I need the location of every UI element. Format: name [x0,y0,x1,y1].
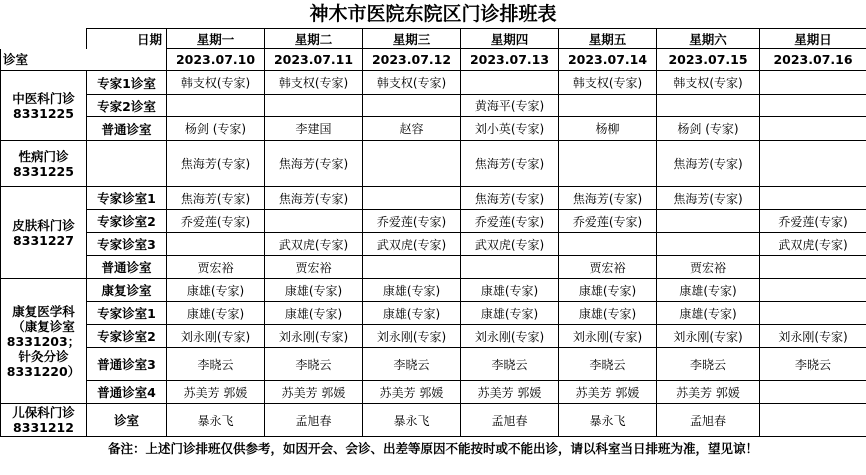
doctor-cell [167,233,265,256]
doctor-cell: 孟旭春 [461,404,559,437]
department-phone: 8331225 [13,163,74,179]
schedule-table [0,28,866,437]
doctor-cell [363,141,461,187]
schedule-row [1,187,866,210]
room-name: 专家诊室1 [87,302,167,325]
doctor-cell: 乔爱莲(专家) [167,210,265,233]
doctor-cell: 刘永刚(专家) [363,325,461,348]
schedule-row [1,279,866,302]
day-name-tue: 星期二 [265,29,363,49]
doctor-cell: 苏美芳 郭媛 [265,381,363,404]
doctor-cell: 乔爱莲(专家) [559,210,657,233]
doctor-cell: 乔爱莲(专家) [760,210,866,233]
department-name: 性病门诊 [18,148,69,164]
day-name-thu: 星期四 [461,29,559,49]
schedule-note: 备注：上述门诊排班仅供参考，如因开会、会诊、出差等原因不能按时或不能出诊，请以科室当日排班为准，望见谅！ [107,441,758,456]
doctor-cell [461,256,559,279]
department-cell [1,404,87,437]
department-cell [1,71,87,141]
doctor-cell: 乔爱莲(专家) [461,210,559,233]
room-name: 诊室 [87,404,167,437]
doctor-cell [760,279,866,302]
doctor-cell: 暴永飞 [559,404,657,437]
doctor-cell: 李晓云 [760,348,866,381]
doctor-cell: 武双虎(专家) [363,233,461,256]
doctor-cell: 李晓云 [363,348,461,381]
room-name: 专家诊室3 [87,233,167,256]
doctor-cell: 康雄(专家) [167,302,265,325]
department-name: 皮肤科门诊 [12,217,75,233]
doctor-cell: 焦海芳(专家) [265,187,363,210]
schedule-row [1,210,866,233]
clinic-label: 诊室 [1,49,87,71]
doctor-cell: 韩支权(专家) [657,71,760,95]
doctor-cell: 武双虎(专家) [461,233,559,256]
doctor-cell: 刘永刚(专家) [265,325,363,348]
doctor-cell: 杨柳 [559,117,657,141]
doctor-cell [363,187,461,210]
schedule-title: 神木市医院东院区门诊排班表 [309,3,557,25]
doctor-cell [363,256,461,279]
doctor-cell: 康雄(专家) [265,279,363,302]
doctor-cell: 苏美芳 郭媛 [559,381,657,404]
doctor-cell: 焦海芳(专家) [167,141,265,187]
doctor-cell: 苏美芳 郭媛 [657,381,760,404]
doctor-cell: 黄海平(专家) [461,95,559,117]
doctor-cell: 刘永刚(专家) [760,325,866,348]
room-name: 专家2诊室 [87,95,167,117]
doctor-cell: 孟旭春 [657,404,760,437]
department-cell [1,187,87,279]
doctor-cell: 李晓云 [559,348,657,381]
department-name: 儿保科门诊 [12,405,75,420]
schedule-row [1,71,866,95]
doctor-cell: 韩支权(专家) [363,71,461,95]
doctor-cell: 李晓云 [167,348,265,381]
day-date-sun: 2023.07.16 [760,49,866,71]
doctor-cell: 杨剑 (专家) [657,117,760,141]
department-name: 中医科门诊 [12,90,75,106]
doctor-cell: 焦海芳(专家) [657,141,760,187]
doctor-cell [760,117,866,141]
doctor-cell: 韩支权(专家) [167,71,265,95]
doctor-cell: 暴永飞 [167,404,265,437]
doctor-cell [760,404,866,437]
room-name: 专家诊室2 [87,325,167,348]
day-date-thu: 2023.07.13 [461,49,559,71]
doctor-cell: 焦海芳(专家) [559,187,657,210]
day-date-wed: 2023.07.12 [363,49,461,71]
department-cell [1,141,87,187]
room-name: 专家1诊室 [87,71,167,95]
doctor-cell [559,233,657,256]
day-name-sat: 星期六 [657,29,760,49]
doctor-cell [760,302,866,325]
day-name-wed: 星期三 [363,29,461,49]
doctor-cell: 李建国 [265,117,363,141]
day-date-tue: 2023.07.11 [265,49,363,71]
schedule-row [1,381,866,404]
doctor-cell: 李晓云 [265,348,363,381]
doctor-cell: 贾宏裕 [657,256,760,279]
room-name: 普通诊室 [87,117,167,141]
doctor-cell: 刘永刚(专家) [461,325,559,348]
doctor-cell: 刘小英(专家) [461,117,559,141]
schedule-row [1,302,866,325]
doctor-cell: 焦海芳(专家) [461,141,559,187]
doctor-cell [657,95,760,117]
doctor-cell [760,256,866,279]
doctor-cell: 康雄(专家) [657,302,760,325]
doctor-cell: 刘永刚(专家) [167,325,265,348]
doctor-cell: 乔爱莲(专家) [363,210,461,233]
doctor-cell [760,187,866,210]
schedule-row [1,233,866,256]
date-label: 日期 [87,29,167,49]
doctor-cell: 苏美芳 郭媛 [167,381,265,404]
doctor-cell: 康雄(专家) [461,279,559,302]
doctor-cell: 康雄(专家) [657,279,760,302]
doctor-cell: 焦海芳(专家) [265,141,363,187]
schedule-row [1,325,866,348]
department-phone: 8331212 [13,420,74,435]
doctor-cell [461,71,559,95]
department-phone: 8331225 [13,105,74,121]
schedule-row [1,256,866,279]
doctor-cell: 焦海芳(专家) [461,187,559,210]
doctor-cell: 苏美芳 郭媛 [461,381,559,404]
doctor-cell: 康雄(专家) [363,302,461,325]
doctor-cell [559,95,657,117]
doctor-cell: 刘永刚(专家) [657,325,760,348]
room-name: 康复诊室 [87,279,167,302]
schedule-row [1,95,866,117]
day-name-fri: 星期五 [559,29,657,49]
doctor-cell: 暴永飞 [363,404,461,437]
doctor-cell: 康雄(专家) [559,302,657,325]
day-name-mon: 星期一 [167,29,265,49]
doctor-cell: 贾宏裕 [265,256,363,279]
doctor-cell [265,210,363,233]
department-name: 康复医学科（康复诊室8331203；针灸分诊8331220） [6,303,81,379]
doctor-cell: 韩支权(专家) [265,71,363,95]
doctor-cell [760,381,866,404]
doctor-cell [760,95,866,117]
department-cell [1,279,87,404]
doctor-cell [760,141,866,187]
doctor-cell: 孟旭春 [265,404,363,437]
doctor-cell: 苏美芳 郭媛 [363,381,461,404]
doctor-cell: 贾宏裕 [559,256,657,279]
schedule-row [1,348,866,381]
doctor-cell [265,95,363,117]
department-phone: 8331227 [13,232,74,248]
doctor-cell: 赵容 [363,117,461,141]
doctor-cell: 武双虎(专家) [265,233,363,256]
day-name-sun: 星期日 [760,29,866,49]
doctor-cell: 武双虎(专家) [760,233,866,256]
doctor-cell: 焦海芳(专家) [167,187,265,210]
room-name [87,141,167,187]
room-name: 普通诊室 [87,256,167,279]
day-date-sat: 2023.07.15 [657,49,760,71]
doctor-cell: 康雄(专家) [461,302,559,325]
doctor-cell [657,233,760,256]
doctor-cell [167,95,265,117]
doctor-cell: 韩支权(专家) [559,71,657,95]
doctor-cell [657,210,760,233]
doctor-cell: 康雄(专家) [363,279,461,302]
doctor-cell [559,141,657,187]
room-name: 专家诊室2 [87,210,167,233]
schedule-row [1,141,866,187]
doctor-cell: 焦海芳(专家) [657,187,760,210]
doctor-cell: 杨剑 (专家) [167,117,265,141]
doctor-cell: 李晓云 [657,348,760,381]
doctor-cell: 李晓云 [461,348,559,381]
room-name: 普通诊室3 [87,348,167,381]
doctor-cell: 刘永刚(专家) [559,325,657,348]
doctor-cell: 康雄(专家) [265,302,363,325]
doctor-cell [760,71,866,95]
doctor-cell: 康雄(专家) [559,279,657,302]
day-date-fri: 2023.07.14 [559,49,657,71]
doctor-cell [363,95,461,117]
day-date-mon: 2023.07.10 [167,49,265,71]
schedule-row [1,117,866,141]
room-name: 专家诊室1 [87,187,167,210]
doctor-cell: 康雄(专家) [167,279,265,302]
room-name: 普通诊室4 [87,381,167,404]
doctor-cell: 贾宏裕 [167,256,265,279]
schedule-row [1,404,866,437]
